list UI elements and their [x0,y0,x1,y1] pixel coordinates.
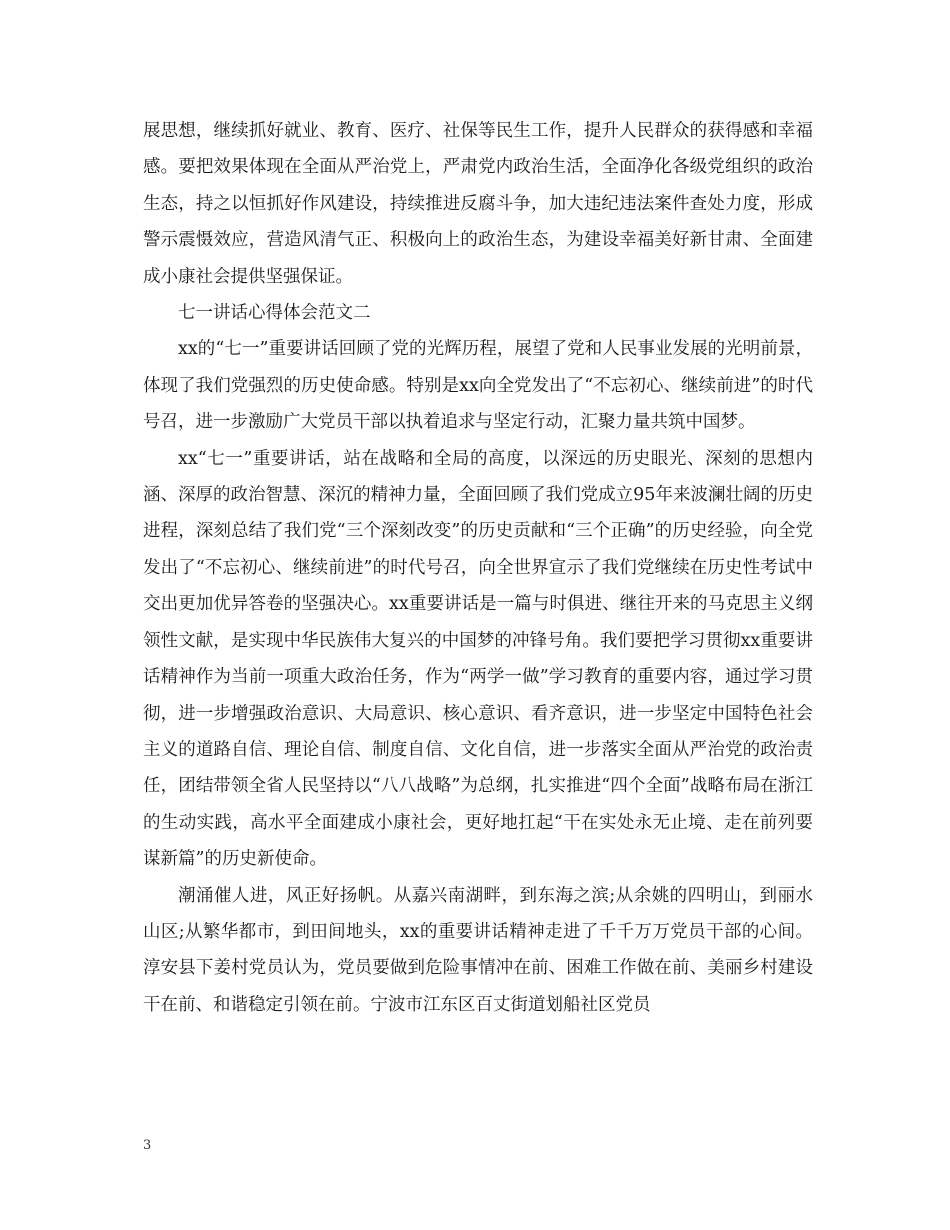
paragraph-4: 潮涌催人进，风正好扬帆。从嘉兴南湖畔，到东海之滨;从余姚的四明山，到丽水山区;从繁华都市，到田间地头，xx的重要讲话精神走进了千千万万党员干部的心间。淳安县下姜村党员认为，党员要做到危险事情冲在前、困难工作做在前、美丽乡村建设干在前、和谐稳定引领在前。宁波市江东区百丈街道划船社区党员 [143,885,813,1015]
document-body [143,113,813,1023]
paragraph-3: xx“七一”重要讲话，站在战略和全局的高度，以深远的历史眼光、深刻的思想内涵、深厚的政治智慧、深沉的精神力量，全面回顾了我们党成立95年来波澜壮阔的历史进程，深刻总结了我们党“三个深刻改变”的历史贡献和“三个正确”的历史经验，向全党发出了“不忘初心、继续前进”的时代号召，向全世界宣示了我们党继续在历史性考试中交出更加优异答卷的坚强决心。xx重要讲话是一篇与时俱进、继往开来的马克思主义纲领性文献，是实现中华民族伟大复兴的中国梦的冲锋号角。我们要把学习贯彻xx重要讲话精神作为当前一项重大政治任务，作为“两学一做”学习教育的重要内容，通过学习贯彻，进一步增强政治意识、大局意识、核心意识、看齐意识，进一步坚定中国特色社会主义的道路自信、理论自信、制度自信、文化自信，进一步落实全面从严治党的政治责任，团结带领全省人民坚持以“八八战略”为总纲，扎实推进“四个全面”战略布局在浙江的生动实践，高水平全面建成小康社会，更好地扛起“干在实处永无止境、走在前列要谋新篇”的历史新使命。 [143,448,813,870]
paragraph-2: xx的“七一”重要讲话回顾了党的光辉历程，展望了党和人民事业发展的光明前景，体现了我们党强烈的历史使命感。特别是xx向全党发出了“不忘初心、继续前进”的时代号召，进一步激励广大党员干部以执着追求与坚定行动，汇聚力量共筑中国梦。 [143,339,813,433]
page-number: 3 [143,1138,152,1153]
section-heading: 七一讲话心得体会范文二 [178,303,371,324]
paragraph-1: 展思想，继续抓好就业、教育、医疗、社保等民生工作，提升人民群众的获得感和幸福感。要把效果体现在全面从严治党上，严肃党内政治生活，全面净化各级党组织的政治生态，持之以恒抓好作风建设，持续推进反腐斗争，加大违纪违法案件查处力度，形成警示震慑效应，营造风清气正、积极向上的政治生态，为建设幸福美好新甘肃、全面建成小康社会提供坚强保证。 [143,121,813,287]
